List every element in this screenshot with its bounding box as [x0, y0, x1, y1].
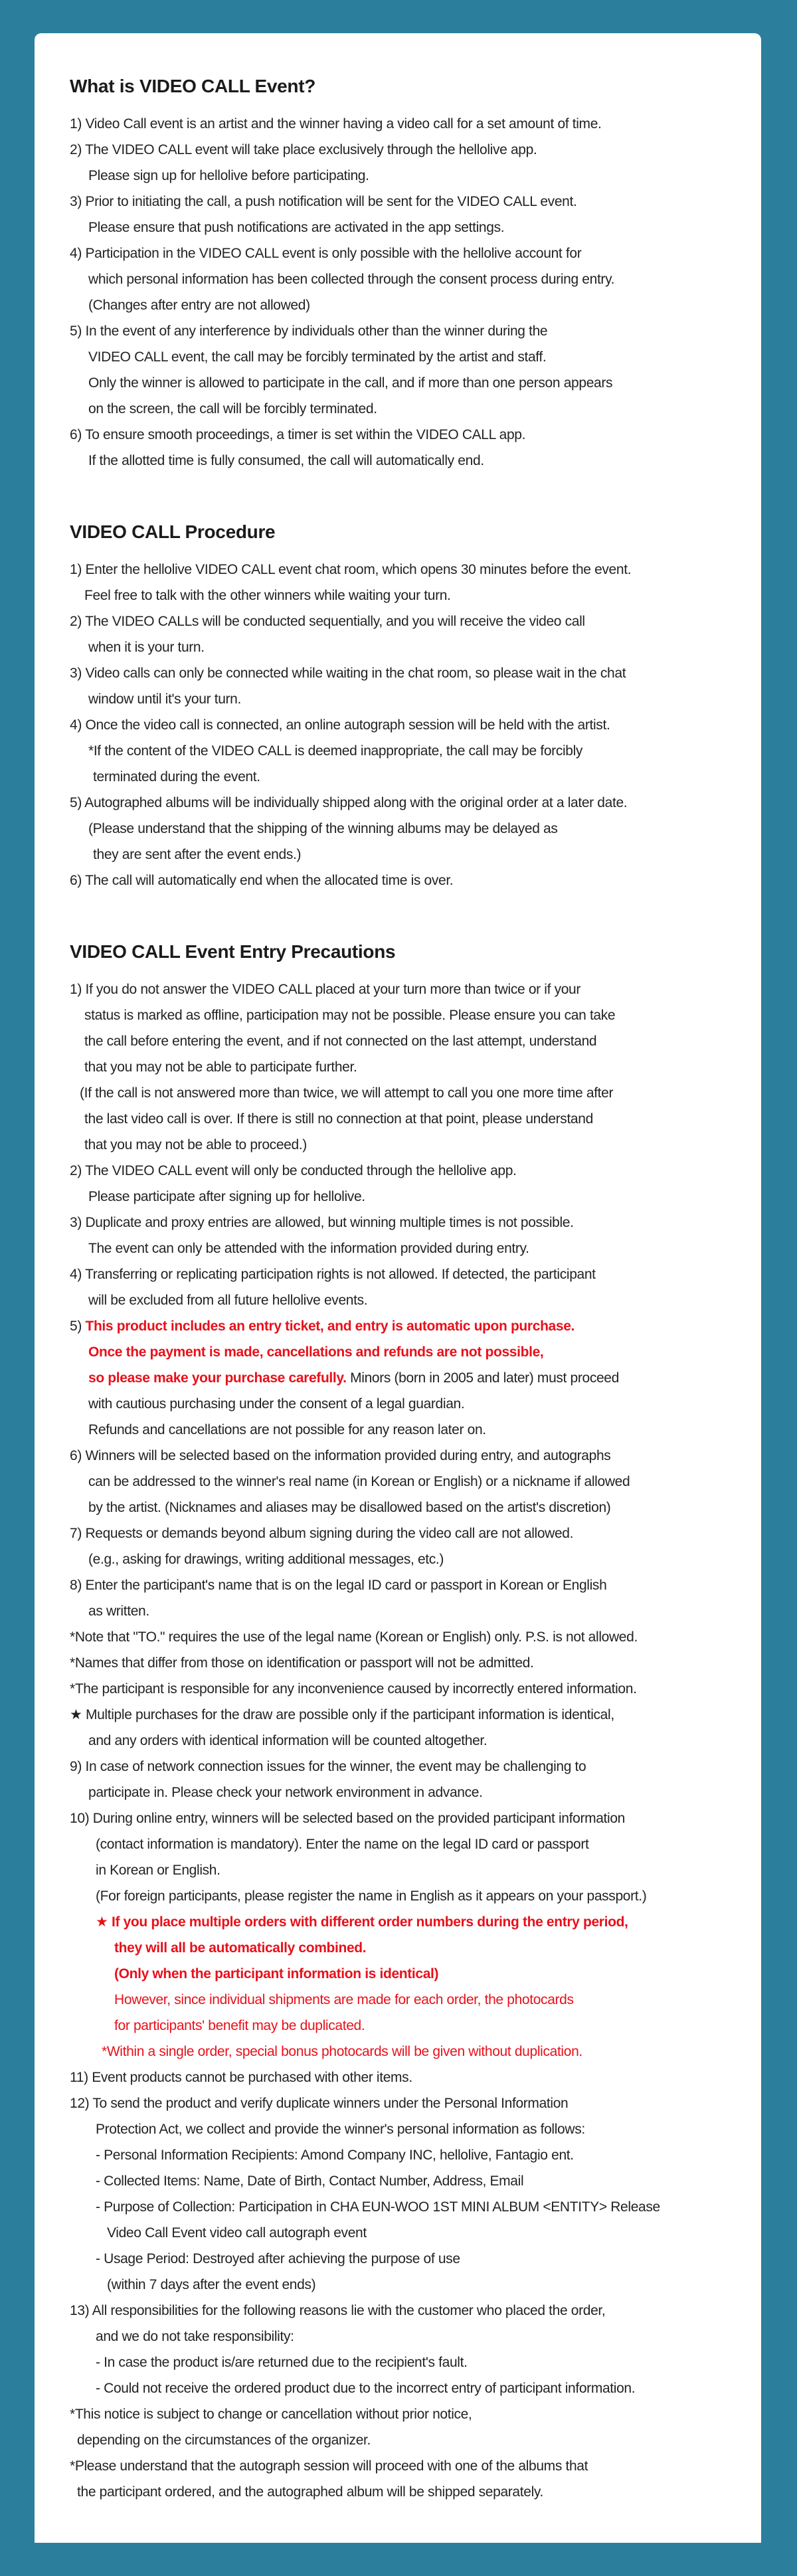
- list-item: 6) The call will automatically end when the allocated time is over.: [70, 873, 454, 888]
- sub-item-continuation: Video Call Event video call autograph event: [107, 2225, 367, 2241]
- list-item-continuation: Protection Act, we collect and provide the winner's personal information as follows:: [96, 2122, 585, 2137]
- notice-card: [35, 33, 761, 2543]
- warning-text: they will all be automatically combined.: [114, 1940, 367, 1956]
- list-item-continuation: If the allotted time is fully consumed, the call will automatically end.: [88, 453, 484, 468]
- list-item-continuation: they are sent after the event ends.): [93, 847, 302, 862]
- list-item: 10) During online entry, winners will be selected based on the provided participant information: [70, 1811, 626, 1826]
- section-video-call-procedure: [70, 520, 747, 893]
- section-entry-precautions: [70, 940, 747, 2505]
- list-item-continuation: that you may not be able to proceed.): [84, 1137, 307, 1152]
- sub-item: - Could not receive the ordered product due to the incorrect entry of participant information.: [96, 2381, 636, 2396]
- list-item-continuation: Feel free to talk with the other winners while waiting your turn.: [84, 588, 451, 603]
- note-continuation: depending on the circumstances of the organizer.: [77, 2433, 371, 2448]
- list-item-continuation: with cautious purchasing under the consent of a legal guardian.: [88, 1396, 465, 1412]
- warning-text: Once the payment is made, cancellations and refunds are not possible,: [88, 1344, 544, 1360]
- list-item: 3) Duplicate and proxy entries are allowed, but winning multiple times is not possible.: [70, 1215, 574, 1230]
- list-item: 2) The VIDEO CALL event will only be conducted through the hellolive app.: [70, 1163, 517, 1178]
- list-item-continuation: status is marked as offline, participation may not be possible. Please ensure you can take: [84, 1008, 616, 1023]
- list-item-continuation: Please sign up for hellolive before participating.: [88, 168, 369, 183]
- list-item: 4) Once the video call is connected, an online autograph session will be held with the artist.: [70, 717, 610, 733]
- list-item-continuation: participate in. Please check your network environment in advance.: [88, 1785, 483, 1800]
- list-item: 12) To send the product and verify duplicate winners under the Personal Information: [70, 2096, 569, 2111]
- list-item-continuation: can be addressed to the winner's real name (in Korean or English) or a nickname if allowed: [88, 1474, 630, 1489]
- list-item-continuation: on the screen, the call will be forcibly terminated.: [88, 401, 377, 416]
- list-item-continuation: The event can only be attended with the information provided during entry.: [88, 1241, 529, 1256]
- list-item: 5) In the event of any interference by individuals other than the winner during the: [70, 323, 548, 339]
- note-continuation: the participant ordered, and the autographed album will be shipped separately.: [77, 2484, 543, 2500]
- list-item: 5) Autographed albums will be individually shipped along with the original order at a later date.: [70, 795, 628, 810]
- warning-text: However, since individual shipments are made for each order, the photocards: [114, 1992, 574, 2007]
- list-item-continuation: will be excluded from all future hellolive events.: [88, 1293, 368, 1308]
- list-item: 4) Participation in the VIDEO CALL event is only possible with the hellolive account for: [70, 246, 582, 261]
- sub-item: - Usage Period: Destroyed after achieving the purpose of use: [96, 2251, 460, 2266]
- list-item-continuation: VIDEO CALL event, the call may be forcibly terminated by the artist and staff.: [88, 349, 547, 365]
- sub-item: - Collected Items: Name, Date of Birth, Contact Number, Address, Email: [96, 2173, 524, 2189]
- list-item: 1) Enter the hellolive VIDEO CALL event chat room, which opens 30 minutes before the event.: [70, 562, 632, 577]
- list-item: 9) In case of network connection issues for the winner, the event may be challenging to: [70, 1759, 586, 1774]
- note-line: *Names that differ from those on identification or passport will not be admitted.: [70, 1655, 534, 1671]
- list-item-continuation: [70, 1365, 747, 1391]
- list-item-continuation: (Please understand that the shipping of the winning albums may be delayed as: [88, 821, 558, 836]
- list-item-continuation: the call before entering the event, and if not connected on the last attempt, understand: [84, 1034, 597, 1049]
- section-what-is-video-call: [70, 74, 747, 474]
- list-item-continuation: terminated during the event.: [93, 769, 260, 784]
- sub-item-continuation: (within 7 days after the event ends): [107, 2277, 316, 2292]
- list-item: 6) To ensure smooth proceedings, a timer is set within the VIDEO CALL app.: [70, 427, 526, 442]
- note-line: *The participant is responsible for any inconvenience caused by incorrectly entered information.: [70, 1681, 637, 1697]
- warning-text: (Only when the participant information is identical): [114, 1966, 439, 1981]
- sub-item: - Purpose of Collection: Participation in CHA EUN-WOO 1ST MINI ALBUM <ENTITY> Release: [96, 2199, 660, 2215]
- list-item-note: (If the call is not answered more than twice, we will attempt to call you one more time after: [80, 1085, 614, 1101]
- list-item: 8) Enter the participant's name that is on the legal ID card or passport in Korean or English: [70, 1578, 607, 1593]
- list-item: 4) Transferring or replicating participation rights is not allowed. If detected, the participant: [70, 1267, 596, 1282]
- list-item-continuation: as written.: [88, 1604, 149, 1619]
- list-number: 5): [70, 1319, 86, 1334]
- minors-note: Minors (born in 2005 and later) must proceed: [346, 1370, 619, 1386]
- list-item-continuation: Please participate after signing up for hellolive.: [88, 1189, 365, 1204]
- list-item-continuation: Please ensure that push notifications are activated in the app settings.: [88, 220, 505, 235]
- note-line: *Note that "TO." requires the use of the legal name (Korean or English) only. P.S. is not allowed.: [70, 1629, 638, 1645]
- notice-content: [70, 74, 747, 2505]
- list-item-note: *If the content of the VIDEO CALL is deemed inappropriate, the call may be forcibly: [88, 743, 583, 759]
- list-item-continuation: (For foreign participants, please register the name in English as it appears on your passport.): [96, 1888, 647, 1904]
- list-item-continuation: the last video call is over. If there is still no connection at that point, please understand: [84, 1111, 593, 1127]
- list-item-continuation: in Korean or English.: [96, 1863, 221, 1878]
- section-title: What is VIDEO CALL Event?: [70, 76, 316, 96]
- list-item-continuation: and we do not take responsibility:: [96, 2329, 294, 2344]
- list-item-continuation: (Changes after entry are not allowed): [88, 298, 310, 313]
- note-line: *This notice is subject to change or cancellation without prior notice,: [70, 2407, 472, 2422]
- list-item: 2) The VIDEO CALL event will take place exclusively through the hellolive app.: [70, 142, 537, 157]
- list-item-continuation: (contact information is mandatory). Enter the name on the legal ID card or passport: [96, 1837, 589, 1852]
- list-item: 7) Requests or demands beyond album signing during the video call are not allowed.: [70, 1526, 574, 1541]
- sub-item: - Personal Information Recipients: Amond Company INC, hellolive, Fantagio ent.: [96, 2148, 574, 2163]
- list-item-continuation: Refunds and cancellations are not possible for any reason later on.: [88, 1422, 486, 1437]
- list-item: 13) All responsibilities for the following reasons lie with the customer who placed the order,: [70, 2303, 606, 2318]
- list-item: 3) Prior to initiating the call, a push notification will be sent for the VIDEO CALL event.: [70, 194, 577, 209]
- list-item-continuation: which personal information has been collected through the consent process during entry.: [88, 272, 615, 287]
- warning-text: *Within a single order, special bonus photocards will be given without duplication.: [102, 2044, 582, 2059]
- list-item: 11) Event products cannot be purchased with other items.: [70, 2070, 412, 2085]
- list-item-continuation: (e.g., asking for drawings, writing additional messages, etc.): [88, 1552, 444, 1567]
- list-item-continuation: window until it's your turn.: [88, 691, 241, 707]
- list-item: 1) If you do not answer the VIDEO CALL placed at your turn more than twice or if your: [70, 982, 581, 997]
- list-item-warning: [70, 1313, 747, 1339]
- list-item-continuation: when it is your turn.: [88, 640, 205, 655]
- section-title: VIDEO CALL Event Entry Precautions: [70, 941, 396, 962]
- warning-text: This product includes an entry ticket, and entry is automatic upon purchase.: [85, 1319, 575, 1334]
- section-title: VIDEO CALL Procedure: [70, 521, 276, 542]
- list-item-continuation: and any orders with identical information will be counted altogether.: [88, 1733, 487, 1748]
- list-item-continuation: by the artist. (Nicknames and aliases may be disallowed based on the artist's discretion): [88, 1500, 611, 1515]
- warning-text: so please make your purchase carefully.: [88, 1370, 347, 1386]
- list-item: 6) Winners will be selected based on the information provided during entry, and autographs: [70, 1448, 611, 1463]
- star-note: ★ Multiple purchases for the draw are possible only if the participant information is identical,: [70, 1707, 614, 1722]
- sub-item: - In case the product is/are returned due to the recipient's fault.: [96, 2355, 468, 2370]
- list-item: 1) Video Call event is an artist and the winner having a video call for a set amount of time.: [70, 116, 602, 132]
- warning-text: for participants' benefit may be duplicated.: [114, 2018, 365, 2033]
- note-line: *Please understand that the autograph session will proceed with one of the albums that: [70, 2458, 588, 2474]
- list-item-continuation: Only the winner is allowed to participate in the call, and if more than one person appears: [88, 375, 613, 391]
- list-item-continuation: that you may not be able to participate further.: [84, 1059, 357, 1075]
- list-item: 3) Video calls can only be connected while waiting in the chat room, so please wait in the chat: [70, 666, 626, 681]
- warning-star-text: ★ If you place multiple orders with different order numbers during the entry period,: [96, 1914, 628, 1930]
- list-item: 2) The VIDEO CALLs will be conducted sequentially, and you will receive the video call: [70, 614, 585, 629]
